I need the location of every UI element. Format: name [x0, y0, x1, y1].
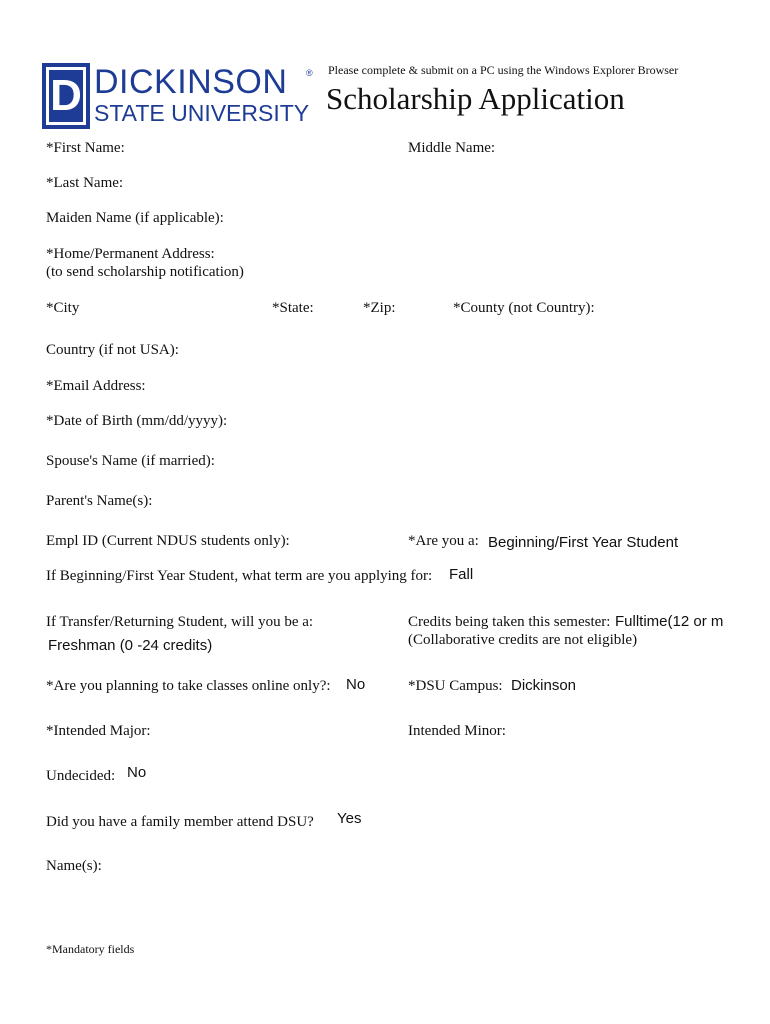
online-only-select[interactable]: No [346, 676, 366, 693]
dob-label: *Date of Birth (mm/dd/yyyy): [46, 413, 228, 429]
online-only-label: *Are you planning to take classes online only?: [46, 678, 331, 694]
maiden-name-label: Maiden Name (if applicable): [46, 210, 224, 226]
logo-registered-mark: ® [306, 68, 313, 78]
mandatory-fields-note: *Mandatory fields [46, 942, 135, 956]
undecided-select[interactable]: No [127, 764, 147, 781]
major-label: *Intended Major: [46, 723, 151, 739]
dickinson-state-logo [42, 63, 314, 131]
logo-letter: D [50, 71, 82, 120]
family-dsu-label: Did you have a family member attend DSU? [46, 814, 314, 830]
middle-name-field[interactable] [502, 139, 722, 157]
parents-label: Parent's Name(s): [46, 493, 153, 509]
undecided-label: Undecided: [46, 768, 116, 784]
empl-id-field[interactable] [302, 532, 398, 550]
logo-d-mark [42, 63, 90, 129]
transfer-level-label: If Transfer/Returning Student, will you be a: [46, 614, 314, 630]
are-you-select[interactable]: Beginning/First Year Student [488, 534, 679, 551]
home-address-sublabel: (to send scholarship notification) [46, 264, 244, 280]
last-name-field[interactable] [130, 174, 710, 192]
minor-field[interactable] [516, 722, 716, 740]
home-address-field[interactable] [230, 245, 720, 263]
minor-label: Intended Minor: [408, 723, 506, 739]
last-name-label: *Last Name: [46, 175, 124, 191]
spouse-label: Spouse's Name (if married): [46, 453, 215, 469]
state-field[interactable] [320, 299, 358, 317]
dob-field[interactable] [240, 412, 540, 430]
maiden-name-field[interactable] [236, 209, 716, 227]
first-name-label: *First Name: [46, 140, 125, 156]
middle-name-label: Middle Name: [408, 140, 496, 156]
logo-wordmark-line1: DICKINSON [94, 63, 288, 101]
browser-instruction: Please complete & submit on a PC using the Windows Explorer Browser [328, 63, 679, 77]
credits-sublabel: (Collaborative credits are not eligible) [408, 632, 638, 648]
family-names-label: Name(s): [46, 858, 102, 874]
family-dsu-select[interactable]: Yes [337, 810, 362, 827]
zip-label: *Zip: [363, 300, 396, 316]
city-label: *City [46, 300, 80, 316]
logo-wordmark-line2: STATE UNIVERSITY [94, 100, 310, 126]
campus-label: *DSU Campus: [408, 678, 503, 694]
term-label: If Beginning/First Year Student, what term are you applying for: [46, 568, 433, 584]
term-select[interactable]: Fall [449, 566, 474, 583]
empl-id-label: Empl ID (Current NDUS students only): [46, 533, 290, 549]
spouse-field[interactable] [226, 452, 706, 470]
family-names-field[interactable] [46, 880, 726, 920]
email-label: *Email Address: [46, 378, 146, 394]
first-name-field[interactable] [132, 139, 392, 157]
credits-select[interactable]: Fulltime(12 or m [615, 613, 724, 630]
state-label: *State: [272, 300, 314, 316]
parents-field[interactable] [160, 492, 700, 510]
county-label: *County (not Country): [453, 300, 595, 316]
city-field[interactable] [84, 299, 264, 317]
county-field[interactable] [604, 299, 724, 317]
page-title: Scholarship Application [326, 81, 625, 116]
major-field[interactable] [158, 722, 394, 740]
are-you-label: *Are you a: [408, 533, 479, 549]
zip-field[interactable] [400, 299, 448, 317]
campus-select[interactable]: Dickinson [511, 677, 577, 694]
country-field[interactable] [184, 341, 704, 359]
email-field[interactable] [154, 377, 714, 395]
transfer-level-select[interactable]: Freshman (0 -24 credits) [48, 637, 213, 654]
country-label: Country (if not USA): [46, 342, 179, 358]
home-address-label: *Home/Permanent Address: [46, 246, 215, 262]
credits-label: Credits being taken this semester: [408, 614, 611, 630]
